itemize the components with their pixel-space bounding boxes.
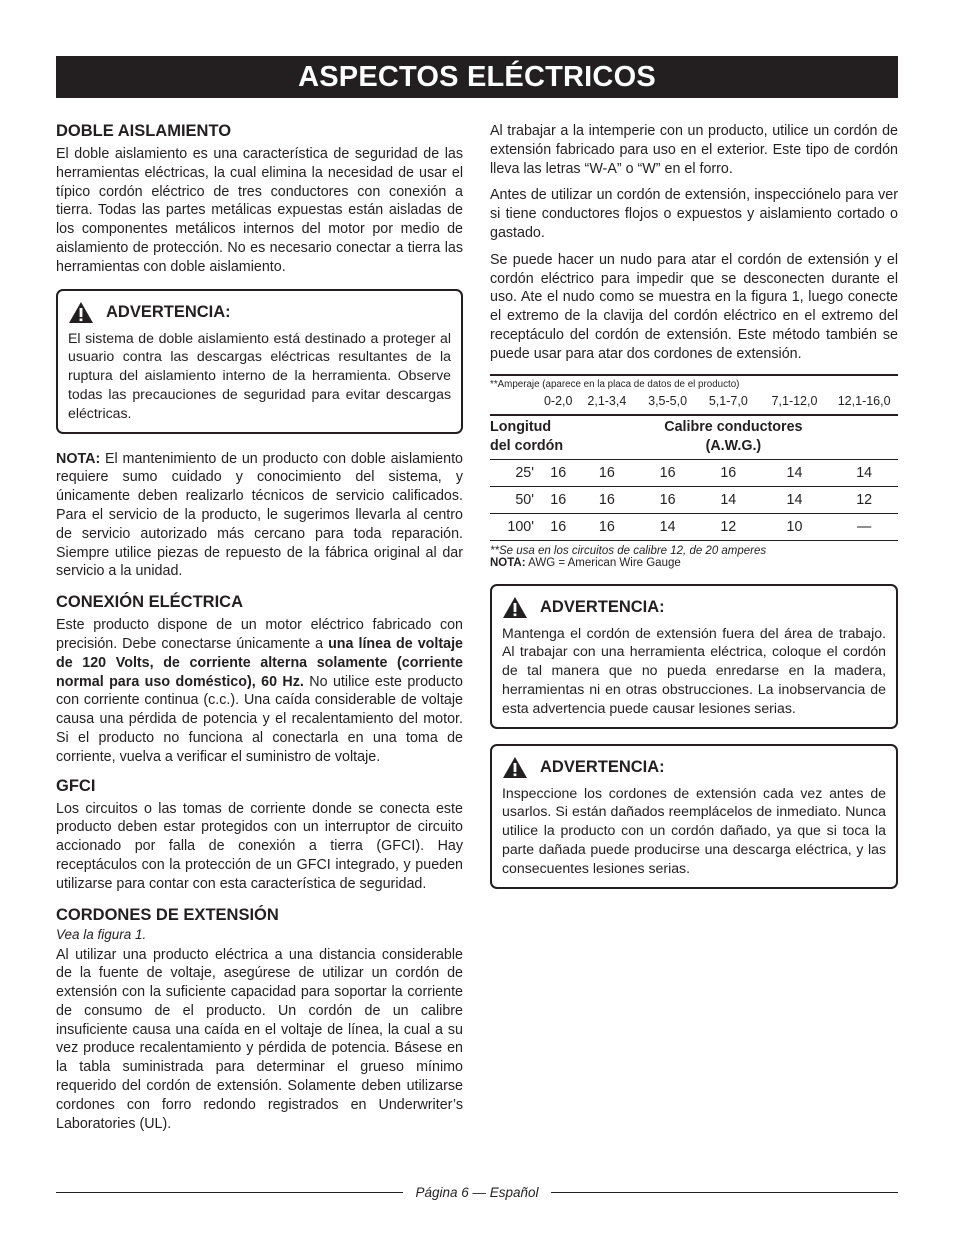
warning-box-doble-aislamiento (56, 289, 463, 434)
warning-header (502, 756, 886, 779)
gauge-cell: 16 (637, 486, 698, 513)
gauge-cell: 14 (759, 486, 831, 513)
table-row (490, 486, 898, 513)
gauge-cell: 16 (540, 513, 576, 540)
nota-text: El mantenimiento de un producto con doble aislamiento requiere sumo cuidado y conocimiento del sistema, y únicamente deben realizarlo técnicos de servicio calificados. Para el servicio de la producto, le sugerimos llevarla al centro de servicio autorizado más cercano para toda reparación. Siempre utilice piezas de repuesto de la fábrica original al dar servicio a la unidad. (56, 450, 463, 580)
warning-triangle-icon (502, 596, 528, 619)
right-paragraph-3: Se puede hacer un nudo para atar el cordón de extensión y el cordón eléctrico para impedir que se desconecten durante el uso. Ate el nudo como se muestra en la figura 1, luego conecte el extremo de la clavija del cordón eléctrico en el extremo del receptáculo del cordón de extensión. Este método también se puede usar para atar dos cordones de extensión. (490, 251, 898, 362)
doble-aislamiento-heading: DOBLE AISLAMIENTO (56, 122, 232, 140)
gauge-cell: 16 (576, 513, 637, 540)
gauge-cell: 16 (637, 459, 698, 486)
length-header-line2: del cordón (490, 437, 564, 454)
awg-note-text: AWG = American Wire Gauge (525, 556, 681, 569)
awg-note (490, 557, 898, 569)
page-number: Página 6 — Español (415, 1185, 539, 1200)
footer-rule-right (551, 1192, 898, 1193)
length-cell: 100' (490, 513, 540, 540)
warning-heading: ADVERTENCIA: (540, 757, 665, 776)
conexion-electrica-heading: CONEXIÓN ELÉCTRICA (56, 593, 244, 612)
gauge-cell: 16 (576, 486, 637, 513)
length-header-line1: Longitud (490, 418, 552, 435)
gauge-cell: 16 (540, 486, 576, 513)
gauge-header (576, 415, 830, 460)
gauge-header-line1: Calibre conductores (664, 418, 803, 435)
warning-text: Mantenga el cordón de extensión fuera del área de trabajo. Al trabajar con una herramienta eléctrica, coloque el cordón de tal manera que no pueda enredarse en la madera, herramientas ni en otras obstrucciones. La inobservancia de esta advertencia puede causar lesiones serias. (502, 624, 886, 716)
warning-header (502, 596, 886, 619)
gauge-cell: 16 (540, 459, 576, 486)
amperage-row (490, 390, 898, 415)
warning-heading: ADVERTENCIA: (106, 302, 231, 321)
amperage-note: **Amperaje (aparece en la placa de datos de el producto) (490, 378, 740, 390)
doble-aislamiento-text: El doble aislamiento es una característica de seguridad de las herramientas eléctricas, la cual elimina la necesidad de usar el típico cordón eléctrico de tres conductores con conexión a tierra. Todas las partes metálicas expuestas están aisladas de los componentes metálicos internos del motor por medio de aislamiento de protección. No es necesario conectar a tierra las herramientas con doble aislamiento. (56, 146, 463, 275)
warning-heading: ADVERTENCIA: (540, 597, 665, 616)
gauge-cell: 14 (830, 459, 898, 486)
page-title: ASPECTOS ELÉCTRICOS (298, 60, 656, 93)
table-header-row (490, 415, 898, 460)
amp-range-cell: 0-2,0 (543, 393, 573, 408)
amp-range-cell: 5,1-7,0 (708, 393, 748, 408)
amp-range-cell: 12,1-16,0 (837, 393, 891, 408)
figure-reference: Vea la figura 1. (56, 926, 147, 942)
gfci-heading: GFCI (56, 776, 96, 795)
cordones-extension-text: Al utilizar una producto eléctrica a una distancia considerable de la fuente de voltaje, asegúrese de utilizar un cordón de extensión con la suficiente capacidad para soportar la corriente de consumo de el producto. Un cordón de un calibre insuficiente causa una caída en el voltaje de línea, la cual a su vez produce recalentamiento y pérdida de potencia. Básese en la tabla suministrada para determinar el grueso mínimo requerido del cordón de extensión. Solamente deben utilizarse cordones con forro redondo registrados en Underwriter’s Laboratories (UL). (56, 946, 463, 1132)
warning-triangle-icon (68, 301, 94, 324)
extension-cord-table-block (490, 374, 898, 569)
table-row (490, 513, 898, 540)
warning-text: Inspeccione los cordones de extensión cada vez antes de usarlos. Si están dañados reemplácelos de inmediato. Nunca utilice la producto con un cordón dañado, ya que si toca la parte dañada puede producirse una descarga eléctrica, y las consecuentes lesiones serias. (502, 784, 886, 876)
gauge-cell: 10 (759, 513, 831, 540)
gauge-header-line2: (A.W.G.) (705, 437, 762, 454)
amp-range-cell: 3,5-5,0 (648, 393, 688, 408)
conexion-text-bold: una línea de voltaje de 120 Volts, de corriente alterna solamente (corriente normal para uso doméstico), 60 Hz. (56, 635, 463, 690)
footer-rule-left (56, 1192, 403, 1193)
extension-cord-table (490, 390, 898, 541)
warning-triangle-icon (502, 756, 528, 779)
right-paragraph-1: Al trabajar a la intemperie con un producto, utilice un cordón de extensión fabricado para uso en el exterior. Este tipo de cordón lleva las letras “W-A” o “W” en el forro. (490, 123, 898, 177)
page-title-banner (56, 56, 898, 98)
warning-box-cord-area (490, 584, 898, 729)
length-cell: 25' (490, 459, 540, 486)
cordones-extension-heading: CORDONES DE EXTENSIÓN (56, 905, 279, 924)
page-footer (56, 1185, 898, 1200)
gauge-cell: 16 (698, 459, 759, 486)
amp-range-cell: 7,1-12,0 (771, 393, 818, 408)
length-cell: 50' (490, 486, 540, 513)
left-column (56, 122, 463, 1133)
conexion-text-part1: Este producto dispone de un motor eléctrico fabricado con precisión. Debe conectarse únicamente a (56, 617, 463, 652)
gauge-cell: 14 (759, 459, 831, 486)
right-column (490, 122, 898, 889)
gauge-cell: — (830, 513, 898, 540)
conexion-electrica-text (56, 616, 463, 766)
right-paragraph-2: Antes de utilizar un cordón de extensión, inspecciónelo para ver si tiene conductores flojos o expuestos y aislamiento cortado o gastado. (490, 187, 898, 241)
warning-text: El sistema de doble aislamiento está destinado a proteger al usuario contra las descargas eléctricas resultantes de la ruptura del aislamiento interno de la herramienta. Observe todas las precauciones de seguridad para evitar descargas eléctricas. (68, 329, 451, 421)
length-header (490, 415, 576, 460)
table-footnote: **Se usa en los circuitos de calibre 12, de 20 amperes (490, 544, 767, 557)
gauge-cell: 12 (830, 486, 898, 513)
gauge-cell: 14 (698, 486, 759, 513)
awg-note-label: NOTA: (490, 556, 526, 569)
gauge-cell: 16 (576, 459, 637, 486)
warning-box-cord-inspection (490, 744, 898, 889)
gfci-text: Los circuitos o las tomas de corriente donde se conecta este producto deben estar protegidos con un interruptor de circuito accionado por falla de conexión a tierra (GFCI). Hay receptáculos con la protección de un GFCI integrado, y pueden utilizarse para contar con esta característica de seguridad. (56, 800, 463, 892)
gauge-cell: 12 (698, 513, 759, 540)
nota-label: NOTA: (56, 450, 101, 467)
gauge-cell: 14 (637, 513, 698, 540)
amp-range-cell: 2,1-3,4 (587, 393, 627, 408)
nota-paragraph (56, 450, 463, 582)
table-row (490, 459, 898, 486)
warning-header (68, 301, 451, 324)
conexion-text-part2: No utilice este producto con corriente continua (c.c.). Una caída considerable de voltaje causa una pérdida de potencia y el recalentamiento del motor. Si el producto no funciona al conectarla en una toma de corriente, vuelva a verificar el suministro de voltaje. (56, 673, 463, 765)
